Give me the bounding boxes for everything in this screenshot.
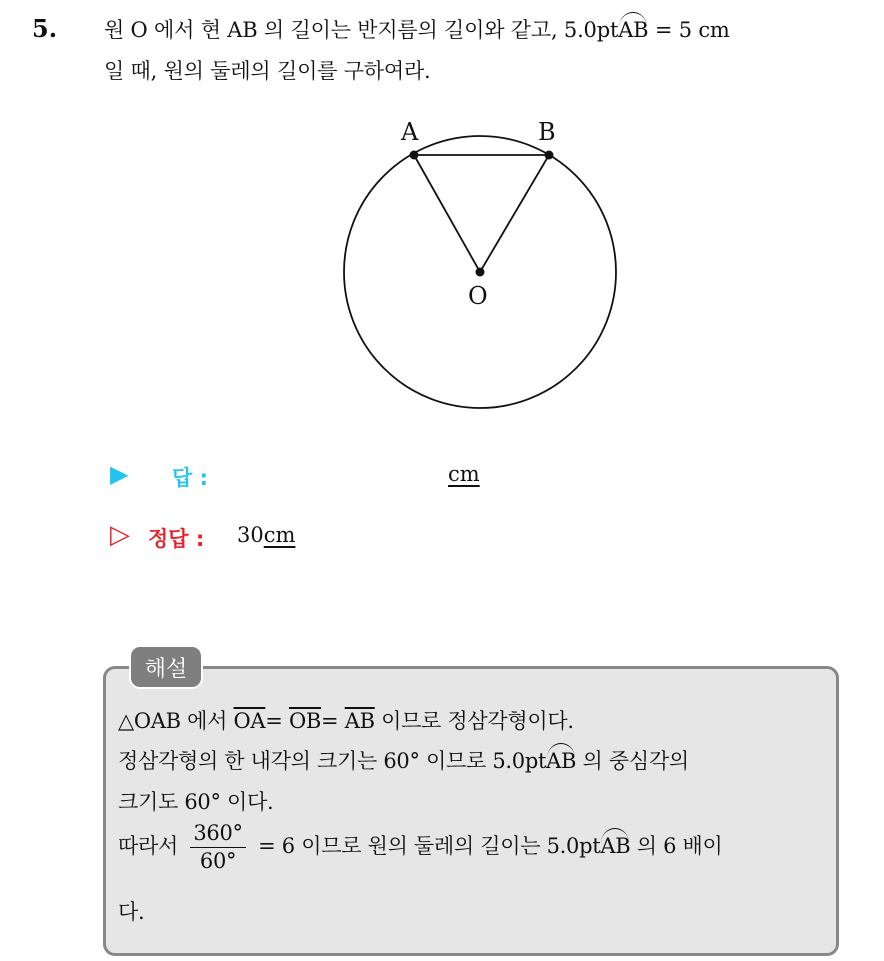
correct-answer — [237, 523, 295, 547]
question-text: 원 O 에서 현 AB 의 길이는 반지름의 길이와 같고, 5.0pt — [104, 18, 619, 42]
arc-ab: AB — [618, 18, 649, 42]
answer-label: 답 : — [172, 466, 208, 490]
fraction — [190, 822, 245, 873]
radius-oa — [414, 155, 480, 272]
fraction-denominator: 60° — [199, 849, 237, 874]
point-b — [545, 151, 554, 160]
explanation-line-5: 다. — [118, 900, 145, 924]
explanation-line-2: 정삼각형의 한 내각의 크기는 60° 이므로 5.0ptAB 의 중심각의 — [118, 749, 689, 773]
radius-ob — [480, 155, 549, 272]
segment-ab: $\overline{AB}$ — [344, 709, 375, 733]
correct-arrow-icon: ▷ — [110, 520, 130, 550]
explanation-tag: 해설 — [129, 645, 203, 689]
label-b: B — [538, 118, 556, 146]
label-a: A — [401, 118, 419, 146]
question-text-end: = 5 cm — [648, 18, 730, 42]
segment-oa: $\overline{OA}$ — [233, 709, 266, 733]
segment-ob: $\overline{OB}$ — [288, 709, 322, 733]
correct-unit: cm — [263, 523, 296, 547]
arc-ab: AB — [600, 834, 631, 859]
point-a — [410, 151, 419, 160]
correct-value: 30 — [237, 523, 264, 547]
arc-ab: AB — [546, 749, 577, 773]
point-o — [476, 268, 485, 277]
label-o: O — [468, 282, 488, 310]
explanation-line-4: 따라서 $\frac{360^\circ}{60^\circ}$ = 6 이므로 원의 둘레의 길이는 5.0ptAB 의 6 배이 — [118, 821, 723, 874]
circle-figure — [330, 110, 640, 420]
answer-unit: cm — [448, 462, 480, 486]
explanation-line-1: △OAB 에서 $\overline{OA}= \overline{OB}= \overline{AB}$ 이므로 정삼각형이다. — [118, 709, 574, 733]
question-line-1 — [104, 14, 730, 44]
correct-label: 정답 : — [148, 527, 205, 551]
question-line-2: 일 때, 원의 둘레의 길이를 구하여라. — [104, 59, 431, 83]
answer-field[interactable] — [448, 462, 480, 486]
answer-arrow-icon: ▶ — [110, 460, 129, 488]
question-number: 5. — [32, 14, 58, 43]
fraction-numerator: 360° — [190, 822, 245, 848]
explanation-line-3: 크기도 60° 이다. — [118, 790, 274, 814]
